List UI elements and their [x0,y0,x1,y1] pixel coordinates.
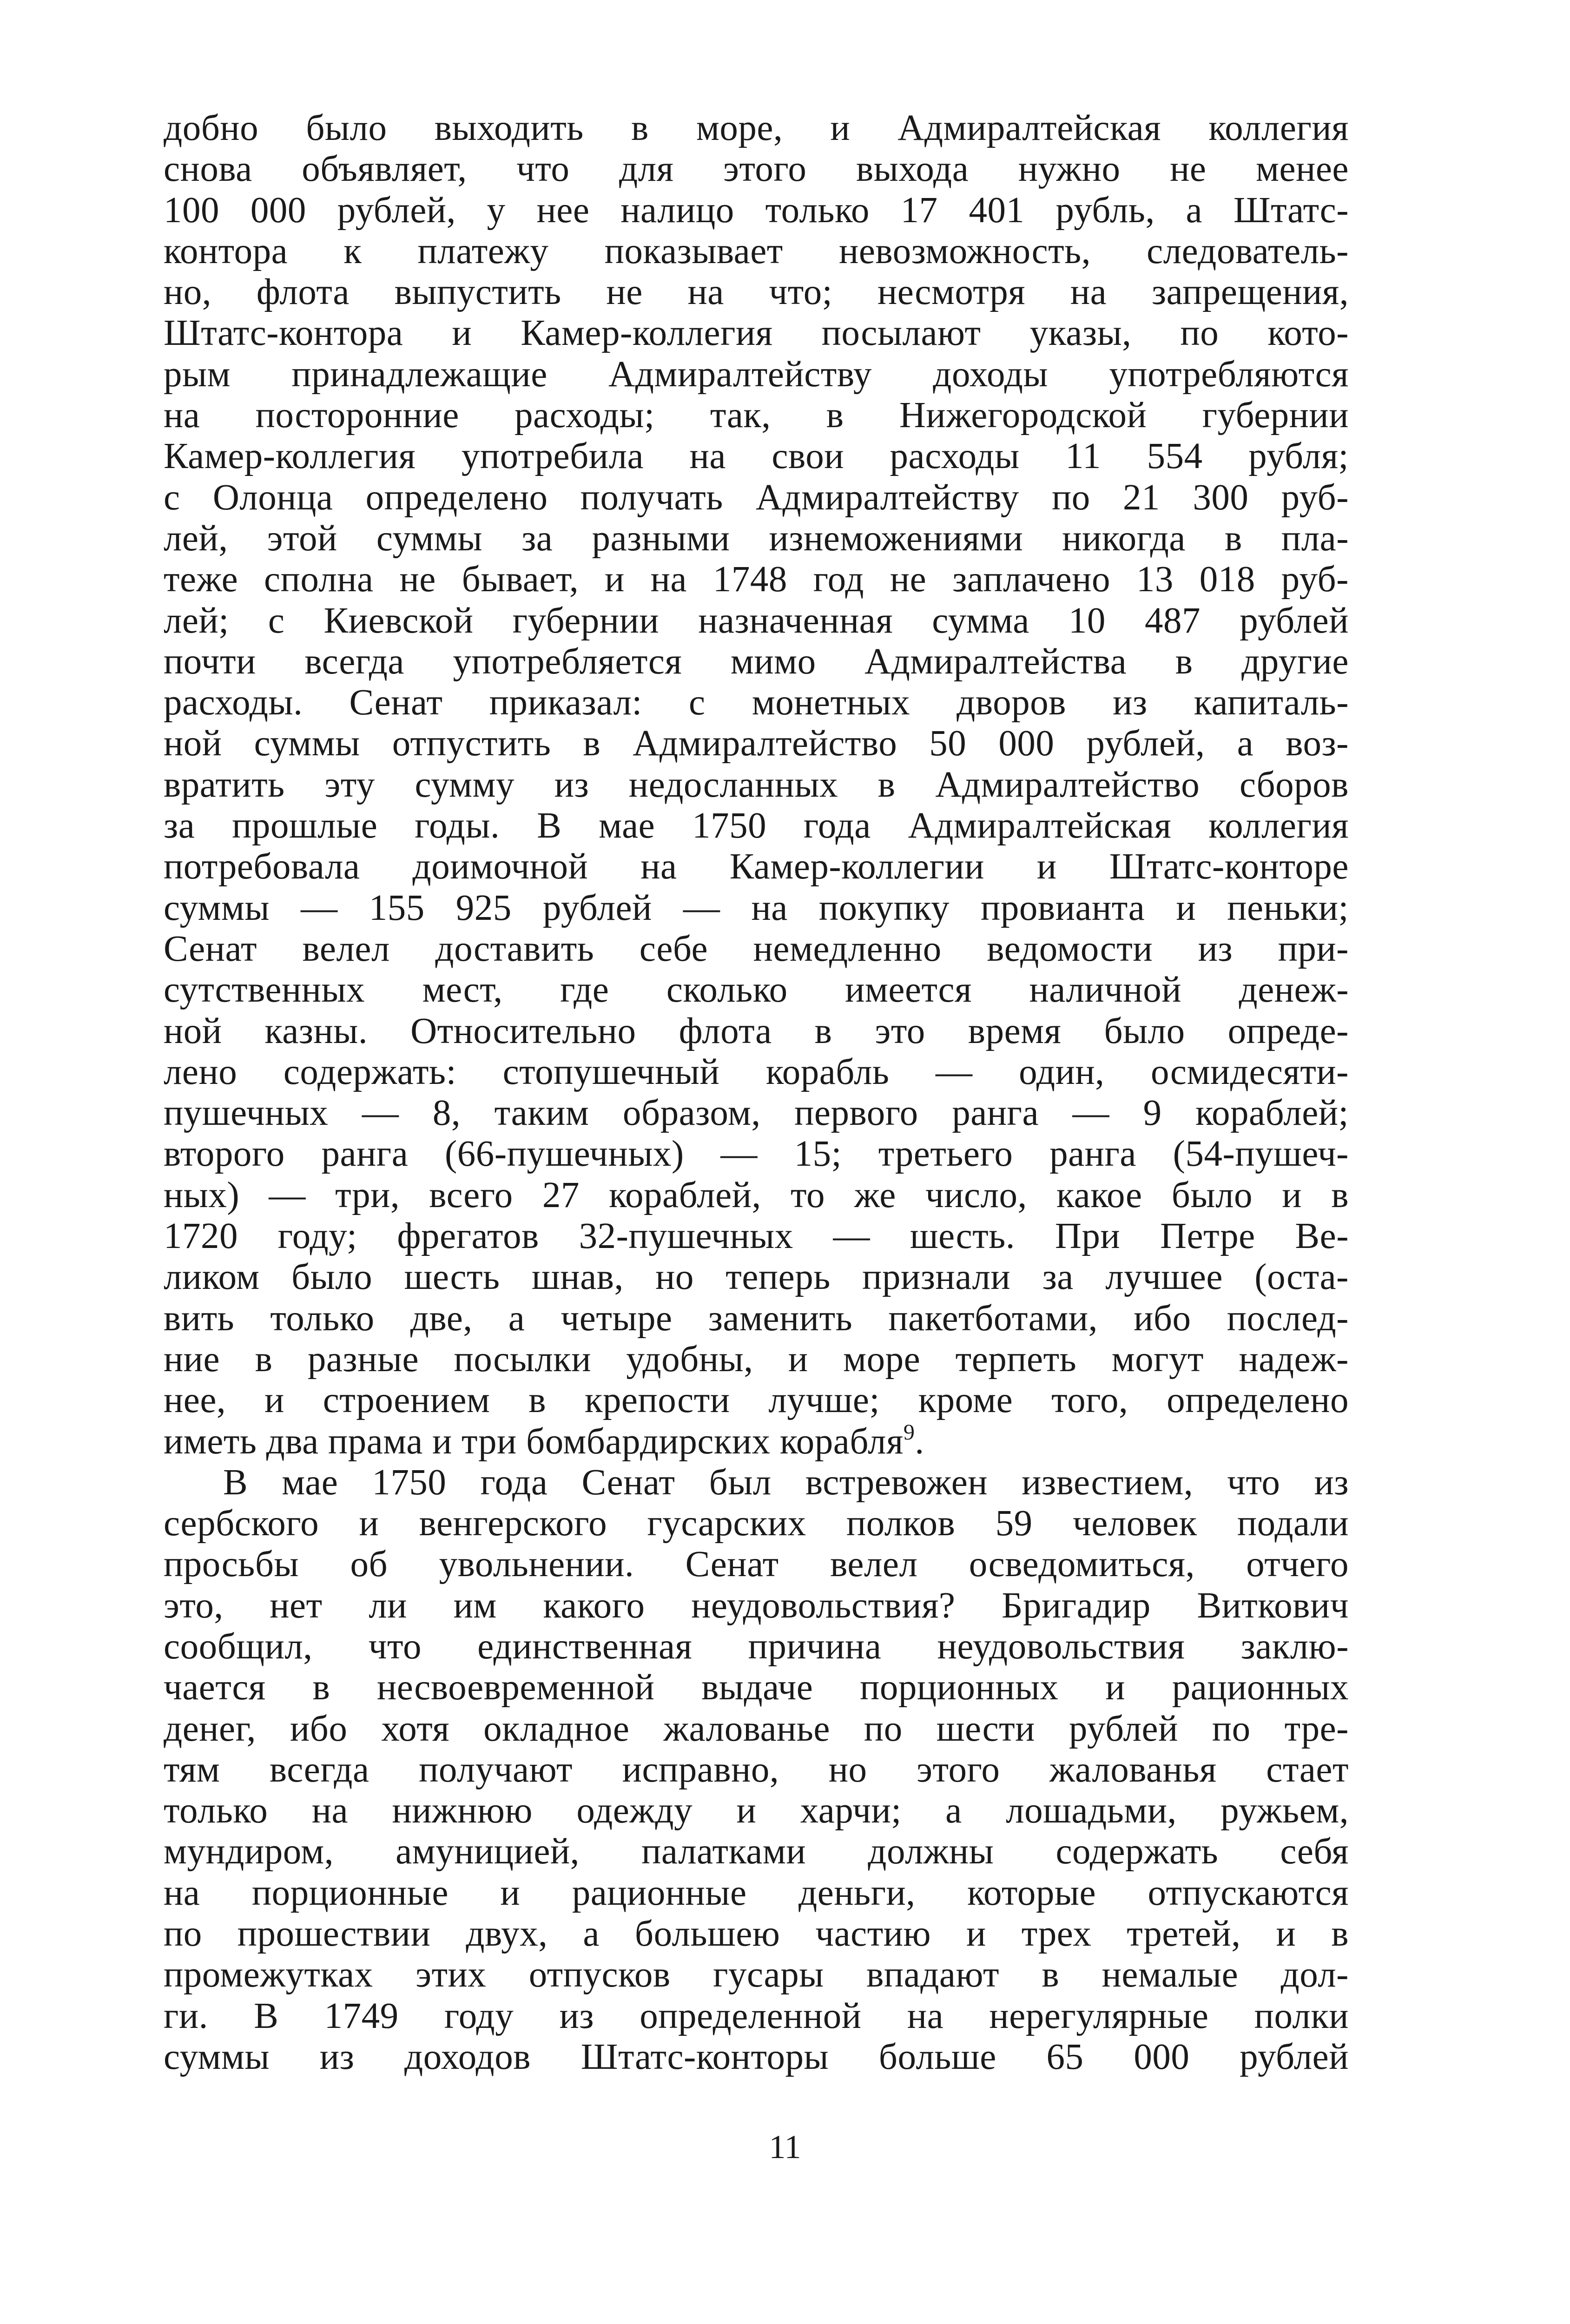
text-line: 1720 году; фрегатов 32-пушечных — шесть. При Петре Ве- [164,1216,1349,1257]
text-line: контора к платежу показывает невозможность, следователь- [164,231,1349,271]
text-line: ги. В 1749 году из определенной на нерегулярные полки [164,1995,1349,2036]
text-line: ние в разные посылки удобны, и море терпеть могут надеж- [164,1339,1349,1380]
text-line: это, нет ли им какого неудовольствия? Бригадир Виткович [164,1585,1349,1626]
paragraph-1 [164,108,1349,1462]
text-line: суммы из доходов Штатс-конторы больше 65 000 рублей [164,2036,1349,2077]
text-line: ной казны. Относительно флота в это время было опреде- [164,1010,1349,1051]
text-line-with-footnote [164,1421,1349,1462]
text-line: В мае 1750 года Сенат был встревожен известием, что из [223,1462,1349,1503]
text-line: промежутках этих отпусков гусары впадают в немалые дол- [164,1954,1349,1995]
text-line: по прошествии двух, а большею частию и трех третей, и в [164,1914,1349,1954]
text-line: добно было выходить в море, и Адмиралтейская коллегия [164,108,1349,148]
footnote-marker: 9 [903,1419,915,1445]
text-line: только на нижнюю одежду и харчи; а лошадьми, ружьем, [164,1790,1349,1831]
text-line: денег, ибо хотя окладное жалованье по шести рублей по тре- [164,1708,1349,1749]
text-line: на порционные и рационные деньги, которые отпускаются [164,1872,1349,1913]
text-line: лей, этой суммы за разными изнеможениями никогда в пла- [164,518,1349,559]
text-line: пушечных — 8, таким образом, первого ранга — 9 кораблей; [164,1093,1349,1134]
text-line: нее, и строением в крепости лучше; кроме того, определено [164,1380,1349,1421]
text-line: расходы. Сенат приказал: с монетных дворов из капиталь- [164,682,1349,723]
text-line: лено содержать: стопушечный корабль — один, осмидесяти- [164,1051,1349,1092]
text-line: Штатс-контора и Камер-коллегия посылают указы, по кото- [164,313,1349,354]
text-line: просьбы об увольнении. Сенат велел осведомиться, отчего [164,1544,1349,1585]
text-line: тям всегда получают исправно, но этого жалованья стает [164,1749,1349,1790]
text-line: Камер-коллегия употребила на свои расходы 11 554 рубля; [164,436,1349,477]
page-number: 11 [769,2128,801,2166]
text-line: на посторонние расходы; так, в Нижегородской губернии [164,395,1349,436]
text-line-content: иметь два прама и три бомбардирских корабля [164,1421,904,1462]
text-line: рым принадлежащие Адмиралтейству доходы употребляются [164,354,1349,395]
text-line: ной суммы отпустить в Адмиралтейство 50 000 рублей, а воз- [164,723,1349,764]
text-line: вить только две, а четыре заменить пакетботами, ибо послед- [164,1298,1349,1339]
text-line: ликом было шесть шнав, но теперь признали за лучшее (оста- [164,1257,1349,1298]
text-line: чается в несвоевременной выдаче порционных и рационных [164,1667,1349,1708]
text-line: сообщил, что единственная причина неудовольствия заклю- [164,1626,1349,1667]
text-line: Сенат велел доставить себе немедленно ведомости из при- [164,928,1349,969]
text-line: с Олонца определено получать Адмиралтейству по 21 300 руб- [164,477,1349,518]
text-line: второго ранга (66-пушечных) — 15; третьего ранга (54-пушеч- [164,1134,1349,1175]
text-line: мундиром, амуницией, палатками должны содержать себя [164,1831,1349,1872]
text-line: суммы — 155 925 рублей — на покупку провианта и пеньки; [164,887,1349,928]
text-line: за прошлые годы. В мае 1750 года Адмиралтейская коллегия [164,805,1349,846]
text-line: сербского и венгерского гусарских полков 59 человек подали [164,1503,1349,1544]
text-line: вратить эту сумму из недосланных в Адмиралтейство сборов [164,764,1349,805]
paragraph-2 [164,1462,1349,2078]
text-line: лей; с Киевской губернии назначенная сумма 10 487 рублей [164,600,1349,641]
page-body [164,108,1349,2078]
text-line: почти всегда употребляется мимо Адмиралтейства в другие [164,641,1349,682]
text-line: теже сполна не бывает, и на 1748 год не заплачено 13 018 руб- [164,559,1349,600]
text-line: 100 000 рублей, у нее налицо только 17 401 рубль, а Штатс- [164,190,1349,231]
text-line: ных) — три, всего 27 кораблей, то же число, какое было и в [164,1175,1349,1215]
text-line: но, флота выпустить не на что; несмотря на запрещения, [164,272,1349,313]
text-line: снова объявляет, что для этого выхода нужно не менее [164,149,1349,190]
text-line: потребовала доимочной на Камер-коллегии и Штатс-конторе [164,846,1349,887]
sentence-end-punctuation: . [915,1421,924,1462]
text-line: сутственных мест, где сколько имеется наличной денеж- [164,970,1349,1010]
